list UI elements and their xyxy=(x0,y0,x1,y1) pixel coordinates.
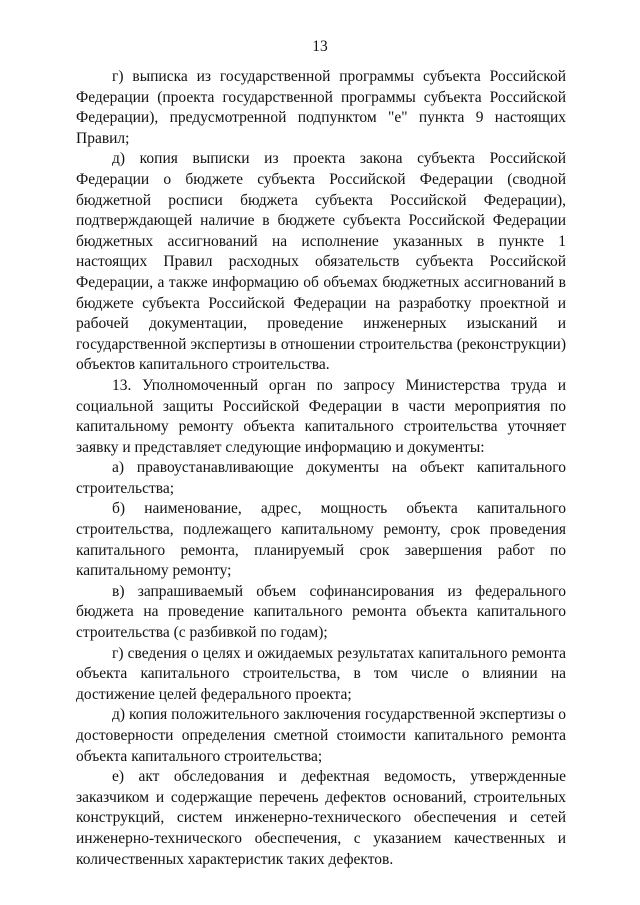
paragraph-g-program-extract: г) выписка из государственной программы субъекта Российской Федерации (проекта государственной программы субъекта Российской Федерации), предусмотренной подпунктом "е" пункта 9 настоящих Правил; xyxy=(76,68,566,147)
paragraph-d-budget-law-extract: д) копия выписки из проекта закона субъекта Российской Федерации о бюджете субъекта Российской Федерации (сводной бюджетной росписи бюджета субъекта Российской Федерации), подтверждающей наличие в бюджете субъекта Российской Федерации бюджетных ассигнований на исполнение указанных в пункте 1 настоящих Правил расходных обязательств субъекта Российской Федерации, а также информацию об объемах бюджетных ассигнований в бюджете субъекта Российской Федерации на разработку проектной и рабочей документации, проведение инженерных изысканий и государственной экспертизы в отношении строительства (реконструкции) объектов капитального строительства. xyxy=(76,150,566,374)
paragraph-d-expertise-conclusion: д) копия положительного заключения государственной экспертизы о достоверности определения сметной стоимости капитального ремонта объекта капитального строительства; xyxy=(76,706,566,765)
paragraph-b-object-details: б) наименование, адрес, мощность объекта капитального строительства, подлежащего капитальному ремонту, срок проведения капитального ремонта, планируемый срок завершения работ по капитальному ремонту; xyxy=(76,500,566,580)
paragraph-a-title-documents: а) правоустанавливающие документы на объект капитального строительства; xyxy=(76,459,566,497)
page-number: 13 xyxy=(312,38,328,55)
paragraph-e-inspection-act: е) акт обследования и дефектная ведомость, утвержденные заказчиком и содержащие перечень дефектов оснований, строительных конструкций, систем инженерно-технического обеспечения и сетей инженерно-технического обеспечения, с указанием качественных и количественных характеристик таких дефектов. xyxy=(76,768,566,868)
paragraph-13-authorized-body: 13. Уполномоченный орган по запросу Министерства труда и социальной защиты Российской Федерации в части мероприятия по капитальному ремонту объекта капитального строительства уточняет заявку и представляет следующие информацию и документы: xyxy=(76,376,566,456)
paragraph-g-goals-results: г) сведения о целях и ожидаемых результатах капитального ремонта объекта капитального строительства, в том числе о влиянии на достижение целей федерального проекта; xyxy=(76,644,566,703)
paragraph-v-cofinancing: в) запрашиваемый объем софинансирования из федерального бюджета на проведение капитального ремонта объекта капитального строительства (с разбивкой по годам); xyxy=(76,582,566,642)
document-body xyxy=(76,67,566,870)
